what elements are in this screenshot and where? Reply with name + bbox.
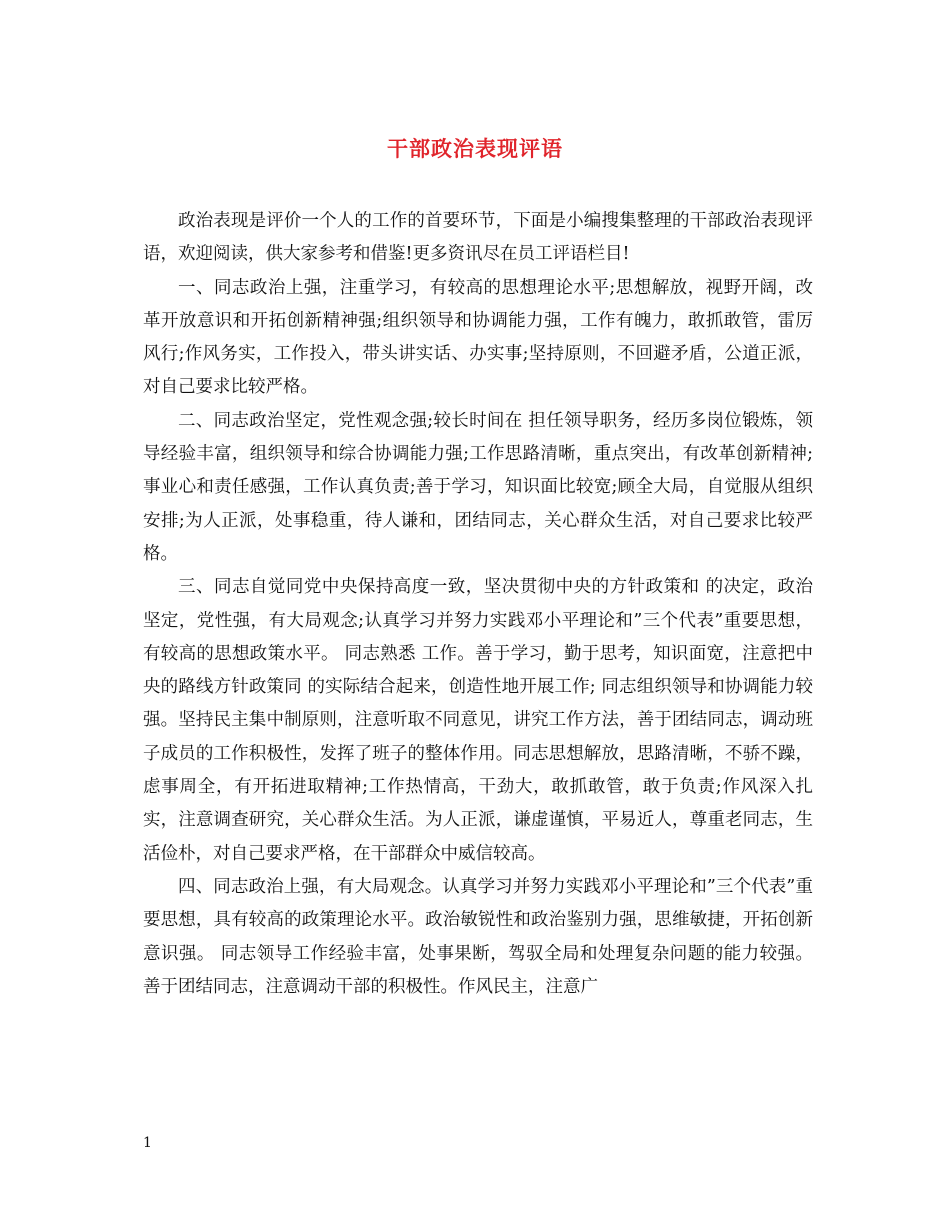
paragraph-intro: 政治表现是评价一个人的工作的首要环节，下面是小编搜集整理的干部政治表现评语，欢迎阅读，供大家参考和借鉴!更多资讯尽在员工评语栏目! <box>143 211 813 265</box>
page-number: 1 <box>143 1135 152 1151</box>
paragraph-4: 四、同志政治上强，有大局观念。认真学习并努力实践邓小平理论和”三个代表”重要思想，具有较高的政策理论水平。政治敏锐性和政治鉴别力强，思维敏捷，开拓创新意识强。 同志领导工作经验丰富，处事果断，驾驭全局和处理复杂问题的能力较强。善于团结同志，注意调动干部的积极性。作风民主，注意广 <box>143 876 813 997</box>
document-body <box>143 205 813 1004</box>
document-title: 干部政治表现评语 <box>387 136 563 161</box>
paragraph-1: 一、同志政治上强，注重学习，有较高的思想理论水平;思想解放，视野开阔，改革开放意识和开拓创新精神强;组织领导和协调能力强，工作有魄力，敢抓敢管，雷厉风行;作风务实，工作投入，带头讲实话、办实事;坚持原则，不回避矛盾，公道正派，对自己要求比较严格。 <box>143 277 813 398</box>
paragraph-3: 三、同志自觉同党中央保持高度一致，坚决贯彻中央的方针政策和 的决定，政治坚定，党性强，有大局观念;认真学习并努力实践邓小平理论和”三个代表”重要思想，有较高的思想政策水平。 同志熟悉 工作。善于学习，勤于思考，知识面宽，注意把中央的路线方针政策同 的实际结合起来，创造性地开展工作; 同志组织领导和协调能力较强。坚持民主集中制原则，注意听取不同意见，讲究工作方法，善于团结同志，调动班子成员的工作积极性，发挥了班子的整体作用。同志思想解放，思路清晰，不骄不躁，虑事周全，有开拓进取精神;工作热情高，干劲大，敢抓敢管，敢于负责;作风深入扎实，注意调查研究，关心群众生活。为人正派，谦虚谨慎，平易近人，尊重老同志，生活俭朴，对自己要求严格，在干部群众中威信较高。 <box>143 577 813 864</box>
paragraph-2: 二、同志政治坚定，党性观念强;较长时间在 担任领导职务，经历多岗位锻炼，领导经验丰富，组织领导和综合协调能力强;工作思路清晰，重点突出，有改革创新精神;事业心和责任感强，工作认真负责;善于学习，知识面比较宽;顾全大局，自觉服从组织安排;为人正派，处事稳重，待人谦和，团结同志，关心群众生活，对自己要求比较严格。 <box>143 410 813 564</box>
